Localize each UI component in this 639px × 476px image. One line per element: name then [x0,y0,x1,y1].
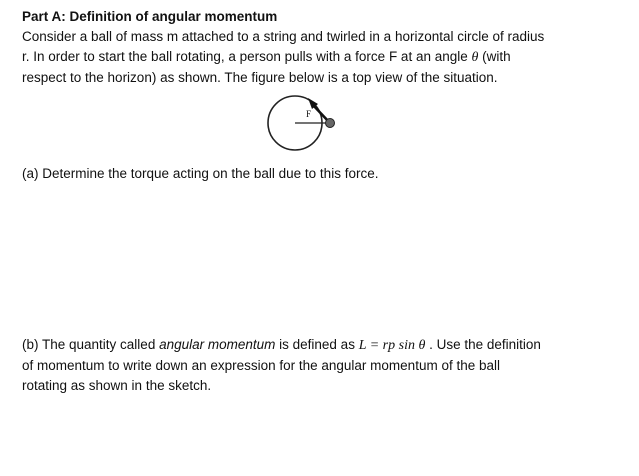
ball [326,119,335,128]
angular-momentum-equation: L = rp sin θ [358,338,426,353]
question-b-line-1-start: (b) The quantity called [22,337,160,352]
question-b [22,335,622,396]
intro-line-1: Consider a ball of mass m attached to a string and twirled in a horizontal circle of radius [22,29,545,44]
intro-line-2 [22,47,622,68]
angular-momentum-term: angular momentum [159,337,276,352]
force-label: F [306,109,312,119]
question-b-line-1-end: . Use the definition [425,337,541,352]
intro-paragraph [22,27,622,88]
question-b-line-2: of momentum to write down an expression for the angular momentum of the ball [22,358,500,373]
intro-line-2-start: r. In order to start the ball rotating, a person pulls with a force F at an angle [22,49,472,64]
question-b-line-1-mid: is defined as [275,337,359,352]
question-a: (a) Determine the torque acting on the ball due to this force. [22,166,379,181]
question-b-line-3: rotating as shown in the sketch. [22,378,212,393]
theta-symbol: θ [471,50,479,65]
section-heading: Part A: Definition of angular momentum [22,9,278,24]
question-b-line-1 [22,335,622,356]
circle-diagram [262,89,342,161]
intro-line-2-end: (with [478,49,511,64]
intro-line-3: respect to the horizon) as shown. The figure below is a top view of the situation. [22,70,498,85]
top-view-figure [262,89,342,161]
